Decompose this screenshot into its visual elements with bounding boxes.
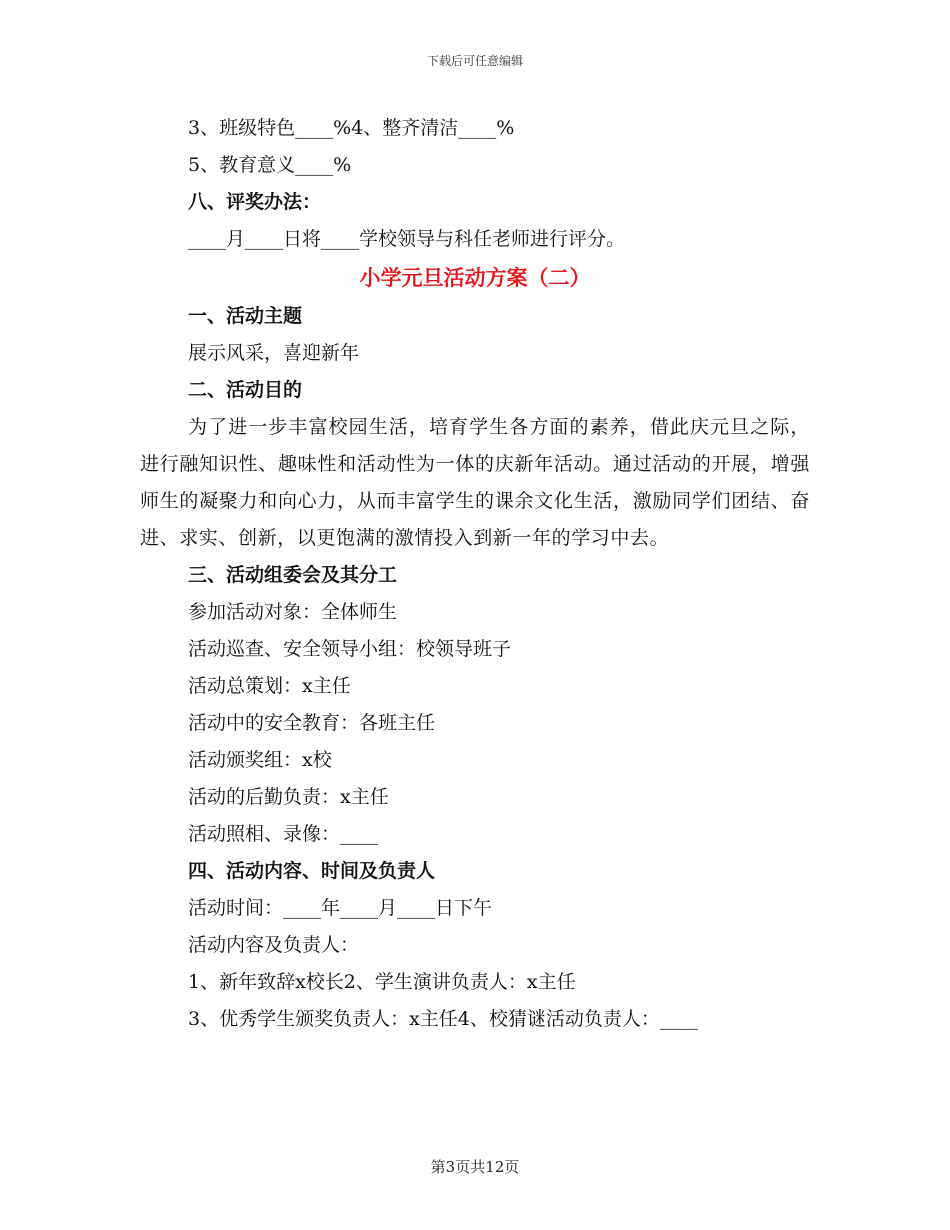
page-content	[140, 110, 810, 1038]
section-heading: 四、活动内容、时间及负责人	[188, 860, 436, 882]
section-heading: 二、活动目的	[188, 379, 303, 401]
text-line: 5、教育意义____%	[188, 154, 352, 176]
page-footer: 第3页共12页	[430, 1158, 520, 1176]
section-title: 小学元旦活动方案（二）	[359, 265, 591, 290]
list-item: 活动内容及负责人：	[188, 934, 360, 956]
page-header: 下载后可任意编辑	[426, 54, 523, 68]
text-line: 3、班级特色____%4、整齐清洁____%	[188, 117, 515, 139]
section-heading: 一、活动主题	[188, 305, 303, 327]
paragraph: 为了进一步丰富校园生活，培育学生各方面的素养，借此庆元旦之际，进行融知识性、趣味性和活动性为一体的庆新年活动。通过活动的开展，增强师生的凝聚力和向心力，从而丰富学生的课余文化生活，激励同学们团结、奋进、求实、创新，以更饱满的激情投入到新一年的学习中去。	[140, 416, 810, 549]
list-item: 活动时间：____年____月____日下午	[188, 897, 493, 919]
list-item: 3、优秀学生颁奖负责人：x主任4、校猜谜活动负责人：____	[188, 1008, 698, 1030]
text-line: ____月____日将____学校领导与科任老师进行评分。	[188, 228, 626, 250]
list-item: 活动的后勤负责：x主任	[188, 786, 389, 808]
section-heading: 八、评奖办法：	[188, 191, 322, 213]
list-item: 活动照相、录像：____	[188, 823, 379, 845]
list-item: 参加活动对象：全体师生	[188, 601, 398, 623]
list-item: 1、新年致辞x校长2、学生演讲负责人：x主任	[188, 971, 576, 993]
section-heading: 三、活动组委会及其分工	[188, 564, 398, 586]
list-item: 活动巡查、安全领导小组：校领导班子	[188, 638, 512, 660]
list-item: 活动总策划：x主任	[188, 675, 351, 697]
list-item: 活动中的安全教育：各班主任	[188, 712, 436, 734]
text-line: 展示风采，喜迎新年	[188, 342, 360, 364]
list-item: 活动颁奖组：x校	[188, 749, 332, 771]
